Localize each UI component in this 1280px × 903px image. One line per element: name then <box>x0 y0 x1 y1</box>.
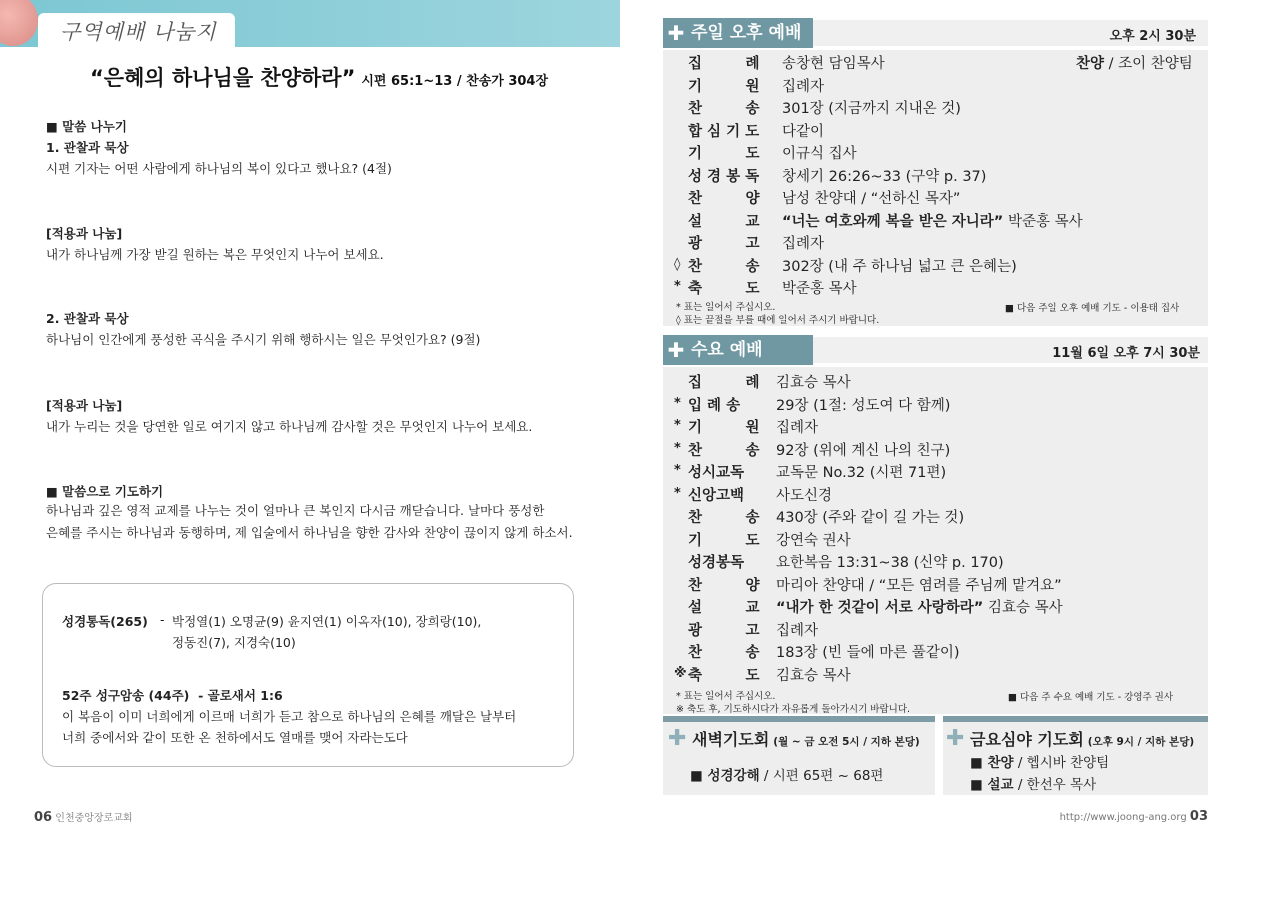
row-value-text: 강연숙 권사 <box>776 532 851 549</box>
row-value-text: 다같이 <box>782 123 825 140</box>
row-value <box>776 416 818 437</box>
row-value-text: 301장 (지금까지 지내온 것) <box>782 101 961 117</box>
row-label: 찬 양 <box>688 191 760 207</box>
question1-title: 1. 관찰과 묵상 <box>46 140 129 155</box>
sunday-choir <box>1076 52 1193 73</box>
question-heading: ■ 말씀 나누기 <box>46 119 127 134</box>
memory-verse-label <box>62 686 283 704</box>
row-label: 광 고 <box>688 236 760 252</box>
friday-item1-label: ■ 찬양 <box>970 755 1014 771</box>
row-mark: * <box>674 485 681 501</box>
row-value-text: 남성 찬양대 / “선하신 목자” <box>782 191 961 207</box>
sermon-title <box>90 62 548 92</box>
cross-icon: ✚ <box>667 338 685 362</box>
row-label: 집 례 <box>688 56 760 72</box>
question2-text: 하나님이 인간에게 풍성한 곡식을 주시기 위해 행하시는 일은 무엇인가요? (9절) <box>46 332 481 347</box>
row-label: 기 원 <box>688 78 760 95</box>
question2-title: 2. 관찰과 묵상 <box>46 311 129 326</box>
row-label: 성 경 봉 독 <box>688 168 760 185</box>
row-value <box>776 394 950 415</box>
memory-verse-label-text: 52주 성구암송 (44주) <box>62 688 190 703</box>
row-value <box>782 277 857 298</box>
row-label: 축 도 <box>688 667 760 684</box>
row-value <box>782 232 824 253</box>
sunday-note-1: * 표는 일어서 주십시오. <box>676 302 776 313</box>
memory-verse-line-2: 너희 중에서와 같이 또한 온 천하에서도 열매를 맺어 자라는도다 <box>62 730 408 745</box>
church-name: 인천중앙장로교회 <box>55 813 133 824</box>
website-url[interactable]: http://www.joong-ang.org <box>1059 812 1187 823</box>
row-value <box>782 210 1083 231</box>
row-value <box>782 120 824 141</box>
row-value <box>782 165 986 186</box>
dawn-title-text: 새벽기도회 <box>692 730 770 749</box>
row-value <box>776 574 1062 595</box>
row-value-text: 집례자 <box>782 78 825 95</box>
row-value-text: 김효승 목사 <box>983 600 1063 616</box>
wednesday-note-1: * 표는 일어서 주십시오. <box>676 691 776 702</box>
row-label: 찬 송 <box>688 442 760 459</box>
row-label: 기 도 <box>688 532 760 549</box>
row-value <box>776 619 818 640</box>
sermon-title-bold: “너는 여호와께 복을 받은 자니라” <box>782 213 1004 230</box>
left-footer <box>34 809 133 825</box>
friday-subtitle: (오후 9시 / 지하 본당) <box>1087 736 1195 748</box>
row-value-text: 이규식 집사 <box>782 146 857 162</box>
row-value-text: 집례자 <box>776 420 819 436</box>
row-value-text: 430장 (주와 같이 길 가는 것) <box>776 510 965 526</box>
row-value <box>776 664 851 685</box>
row-label: 설 교 <box>688 600 760 616</box>
row-value-text: 302장 (내 주 하나님 넓고 큰 은혜는) <box>782 258 1017 275</box>
row-value <box>776 506 964 527</box>
memory-verse-line-1: 이 복음이 이미 너희에게 이르매 너희가 듣고 참으로 하나님의 은혜를 깨달은 날부터 <box>62 709 517 724</box>
row-label: 축 도 <box>688 281 760 297</box>
wednesday-time: 11월 6일 오후 7시 30분 <box>1052 346 1200 361</box>
row-mark: ※ <box>674 665 687 681</box>
row-label: 신앙고백 <box>688 487 745 504</box>
row-value <box>776 551 1004 572</box>
row-value <box>782 52 885 73</box>
row-label: 기 원 <box>688 420 760 436</box>
row-label: 성시교독 <box>688 465 745 481</box>
application1-text: 내가 하나님께 가장 받길 원하는 복은 무엇인지 나누어 보세요. <box>46 247 384 262</box>
row-mark: ◊ <box>674 256 681 272</box>
wednesday-title: 수요 예배 <box>691 340 763 360</box>
application2-text: 내가 누리는 것을 당연한 일로 여기지 않고 하나님께 감사할 것은 무엇인지 나누어 보세요. <box>46 419 533 434</box>
friday-item2-label: ■ 설교 <box>970 777 1014 793</box>
row-value-text: 집례자 <box>782 236 825 252</box>
cross-icon: ✚ <box>668 726 687 751</box>
question1-text: 시편 기자는 어떤 사람에게 하나님의 복이 있다고 했나요? (4절) <box>46 161 392 176</box>
row-label: 찬 송 <box>688 645 760 661</box>
row-value-text: 박준홍 목사 <box>782 281 857 297</box>
sunday-time: 오후 2시 30분 <box>1109 29 1196 44</box>
row-value-text: 교독문 No.32 (시편 71편) <box>776 465 947 481</box>
row-value-text: 29장 (1절: 성도여 다 함께) <box>776 397 951 414</box>
sunday-note-2: ◊ 표는 끝절을 부를 때에 일어서 주시기 바랍니다. <box>676 315 880 326</box>
row-label: 찬 송 <box>688 101 760 117</box>
row-mark: * <box>674 279 681 294</box>
reading-names-1: 박정열(1) 오명균(9) 윤지연(1) 이옥자(10), 장희랑(10), <box>172 614 482 629</box>
row-value <box>782 187 960 208</box>
row-label: 집 례 <box>688 375 760 391</box>
row-value <box>776 596 1063 617</box>
friday-item1-value: / 헵시바 찬양팀 <box>1013 755 1110 771</box>
dawn-subtitle: (월 ~ 금 오전 5시 / 지하 본당) <box>773 736 920 748</box>
row-label: 찬 양 <box>688 577 760 594</box>
row-label: 찬 송 <box>688 258 760 275</box>
row-value <box>776 461 946 482</box>
row-mark: * <box>674 463 681 478</box>
friday-item-2 <box>970 773 1096 793</box>
section-tab-title: 구역예배 나눔지 <box>60 20 217 44</box>
prayer-heading: ■ 말씀으로 기도하기 <box>46 484 164 499</box>
memory-verse-ref: - 골로새서 1:6 <box>198 688 283 703</box>
row-value-text: 요한복음 13:31~38 (신약 p. 170) <box>776 555 1004 571</box>
row-value-text: 사도신경 <box>776 487 833 504</box>
wednesday-note-2: ※ 축도 후, 기도하시다가 자유롭게 돌아가시기 바랍니다. <box>676 704 911 715</box>
row-value <box>776 641 960 662</box>
row-label: 입 례 송 <box>688 397 741 414</box>
dawn-item-value: / 시편 65편 ~ 68편 <box>759 768 884 784</box>
sunday-next-prayer: ■ 다음 주일 오후 예배 기도 - 이용태 집사 <box>1005 303 1180 314</box>
dawn-item-label: ■ 성경강해 <box>690 768 760 784</box>
row-label: 찬 송 <box>688 510 760 526</box>
row-value <box>776 484 832 505</box>
row-value <box>776 529 851 550</box>
dawn-title <box>668 726 920 751</box>
row-value-text: 김효승 목사 <box>776 375 851 391</box>
row-value <box>782 255 1017 276</box>
sunday-title: 주일 오후 예배 <box>691 23 802 43</box>
friday-title <box>946 726 1194 751</box>
row-mark: * <box>674 395 681 411</box>
right-footer <box>1060 809 1208 824</box>
wednesday-next-prayer: ■ 다음 주 수요 예배 기도 - 강영주 권사 <box>1008 692 1174 703</box>
sermon-title-bold: “내가 한 것같이 서로 사랑하라” <box>776 600 984 616</box>
row-value-text: 박준홍 목사 <box>1003 213 1083 230</box>
sunday-choir-label: 찬양 <box>1076 56 1105 72</box>
row-label: 기 도 <box>688 146 760 162</box>
row-mark: * <box>674 418 681 433</box>
row-value-text: 92장 (위에 계신 나의 친구) <box>776 442 951 459</box>
application1-title: [적용과 나눔] <box>46 226 123 241</box>
row-label: 설 교 <box>688 213 760 230</box>
friday-item-1 <box>970 751 1109 771</box>
row-label: 성경봉독 <box>688 555 745 571</box>
right-page-number: 03 <box>1189 809 1208 824</box>
row-value-text: 집례자 <box>776 622 819 639</box>
sunday-choir-value: / 조이 찬양팀 <box>1104 56 1193 72</box>
row-value-text: 창세기 26:26~33 (구약 p. 37) <box>782 168 987 185</box>
sermon-title-text: “은혜의 하나님을 찬양하라” <box>90 66 356 90</box>
dawn-item <box>690 764 883 784</box>
reading-label: 성경통독(265) <box>62 614 148 629</box>
cross-icon: ✚ <box>667 21 685 45</box>
row-value-text: 김효승 목사 <box>776 667 851 684</box>
cross-icon: ✚ <box>946 726 965 751</box>
left-page-number: 06 <box>34 810 53 825</box>
sunday-header-tab <box>663 18 813 48</box>
prayer-line-1: 하나님과 깊은 영적 교제를 나누는 것이 얼마나 큰 복인지 다시금 깨닫습니다. 날마다 풍성한 <box>46 503 545 518</box>
row-value <box>782 142 857 163</box>
row-label: 광 고 <box>688 622 760 639</box>
wednesday-header-tab <box>663 335 813 365</box>
row-value <box>776 371 851 392</box>
application2-title: [적용과 나눔] <box>46 398 123 413</box>
sermon-reference: 시편 65:1~13 / 찬송가 304장 <box>361 74 549 89</box>
row-value <box>776 439 950 460</box>
row-value <box>782 75 824 96</box>
prayer-line-2: 은혜를 주시는 하나님과 동행하며, 제 입술에서 하나님을 향한 감사와 찬양이 끊이지 않게 하소서. <box>46 525 573 540</box>
row-mark: * <box>674 440 681 456</box>
row-label: 합 심 기 도 <box>688 123 760 140</box>
row-value-text: 마리아 찬양대 / “모든 염려를 주님께 맡겨요” <box>776 577 1062 594</box>
row-value <box>782 97 961 118</box>
friday-title-text: 금요심야 기도회 <box>970 730 1084 749</box>
reading-names-2: 정동진(7), 지경숙(10) <box>172 635 296 650</box>
friday-item2-value: / 한선우 목사 <box>1013 777 1097 793</box>
row-value-text: 송창현 담임목사 <box>782 56 885 72</box>
reading-dash: - <box>160 612 165 627</box>
row-value-text: 183장 (빈 들에 마른 풀같이) <box>776 645 960 661</box>
